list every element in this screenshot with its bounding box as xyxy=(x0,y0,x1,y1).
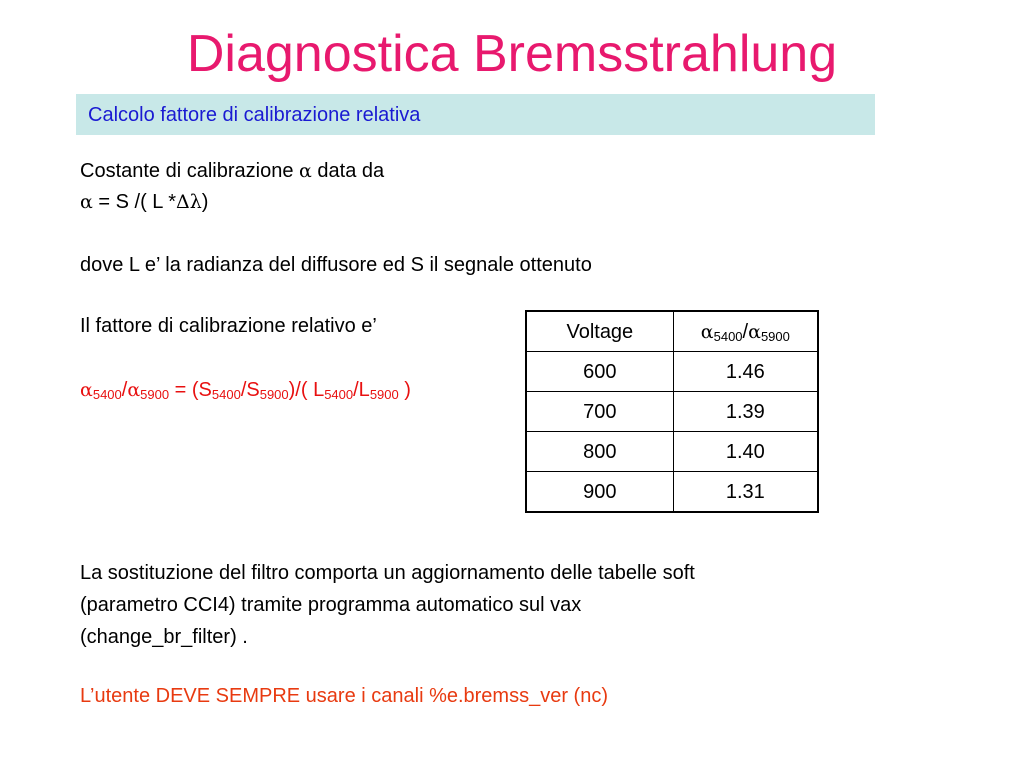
cell-voltage: 600 xyxy=(526,352,673,392)
ratio-l-sub-5900: 5900 xyxy=(369,387,399,402)
relative-factor-label: Il fattore di calibrazione relativo e’ xyxy=(80,315,377,337)
cell-ratio: 1.31 xyxy=(673,472,818,513)
cell-voltage: 800 xyxy=(526,432,673,472)
ratio-slash: / xyxy=(121,379,128,401)
formula-alpha: α xyxy=(80,191,93,213)
header-alpha-ratio: $\alpha_{5400}/\alpha_{5900}$ xyxy=(673,311,818,352)
table-row xyxy=(526,392,818,432)
radiance-explanation: dove L e’ la radianza del diffusore ed S il segnale ottenuto xyxy=(80,254,592,276)
warning-note: L’utente DEVE SEMPRE usare i canali %e.bremss_ver (nc) xyxy=(80,685,608,707)
cell-voltage: 700 xyxy=(526,392,673,432)
table-row xyxy=(526,432,818,472)
calibration-constant-line xyxy=(80,159,384,183)
paragraph-line-2: (parametro CCI4) tramite programma automatico sul vax xyxy=(80,594,582,616)
paragraph-line-3: (change_br_filter) . xyxy=(80,626,248,648)
relative-factor-formula xyxy=(80,378,411,402)
alpha-symbol: α xyxy=(299,160,312,182)
paragraph-line-1: La sostituzione del filtro comporta un aggiornamento delle tabelle soft xyxy=(80,562,695,584)
ratio-l-sub-5400: 5400 xyxy=(324,387,354,402)
formula-delta-lambda: Δλ xyxy=(176,191,202,213)
table-header-row xyxy=(526,311,818,352)
table-row xyxy=(526,352,818,392)
subtitle-text: Calcolo fattore di calibrazione relativa xyxy=(88,104,421,126)
ratio-sub-5900: 5900 xyxy=(140,387,170,402)
ratio-equals-s: = (S xyxy=(169,379,212,401)
ratio-s-close: )/( L xyxy=(288,379,325,401)
ratio-s-slash: /S xyxy=(240,379,260,401)
slide-title: Diagnostica Bremsstrahlung xyxy=(186,25,838,83)
cell-ratio: 1.40 xyxy=(673,432,818,472)
table-row xyxy=(526,472,818,513)
header-voltage: Voltage xyxy=(526,311,673,352)
ratio-sub-5400: 5400 xyxy=(92,387,122,402)
alpha-definition-formula xyxy=(80,190,208,214)
calibration-constant-suffix: data da xyxy=(311,160,385,182)
cell-voltage: 900 xyxy=(526,472,673,513)
ratio-s-sub-5900: 5900 xyxy=(259,387,289,402)
calibration-table xyxy=(525,310,819,513)
ratio-alpha-2: α xyxy=(127,379,141,401)
ratio-alpha-1: α xyxy=(80,379,93,401)
ratio-l-close: ) xyxy=(398,379,411,401)
formula-middle: = S /( L * xyxy=(92,191,177,213)
calibration-constant-prefix: Costante di calibrazione xyxy=(80,160,300,182)
cell-ratio: 1.46 xyxy=(673,352,818,392)
cell-ratio: 1.39 xyxy=(673,392,818,432)
ratio-l-slash: /L xyxy=(353,379,370,401)
subtitle-band xyxy=(76,94,875,135)
formula-end: ) xyxy=(201,191,209,213)
ratio-s-sub-5400: 5400 xyxy=(211,387,241,402)
